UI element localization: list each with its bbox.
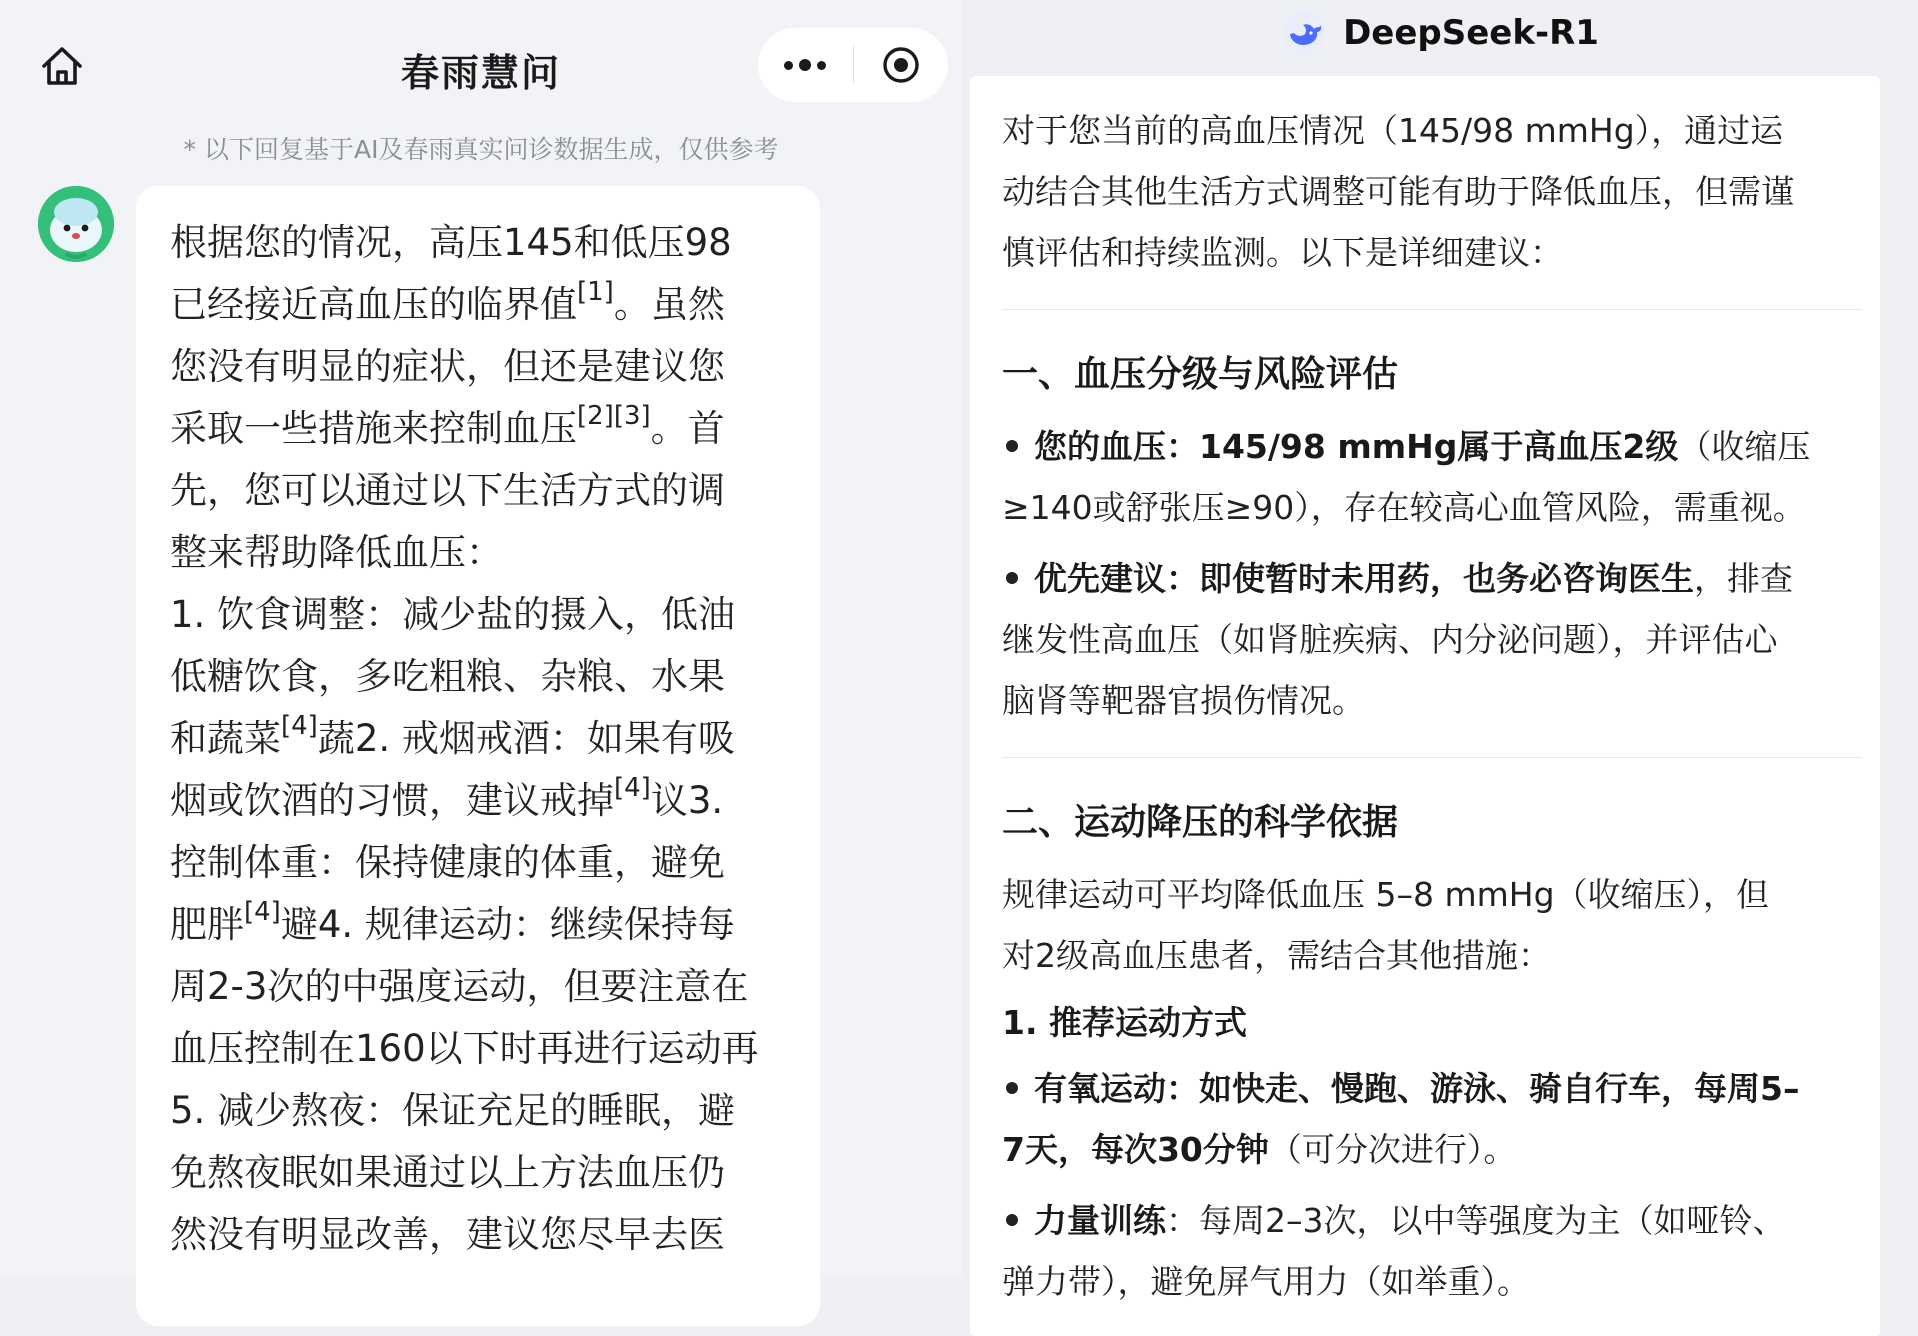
bullet-text: 继发性高血压（如肾脏疾病、内分泌问题），并评估心 (1002, 620, 1778, 659)
citation-ref[interactable]: [2][3] (577, 400, 651, 431)
bullet-dot-icon (1006, 440, 1018, 452)
message-line (170, 1204, 802, 1266)
bullet-text: ≥140或舒张压≥90），存在较高心血管风险，需重视。 (1002, 488, 1806, 527)
message-line (170, 708, 802, 770)
subheading: 1. 推荐运动方式 (1002, 1003, 1247, 1042)
answer-content (1002, 100, 1862, 1322)
ai-disclaimer: * 以下回复基于AI及春雨真实问诊数据生成，仅供参考 (183, 135, 779, 164)
bullet-text: 弹力带），避免屏气用力（如举重）。 (1002, 1262, 1530, 1301)
intro-paragraph (1002, 100, 1862, 283)
message-line (170, 522, 802, 584)
bullet-text: （可分次进行）。 (1268, 1130, 1517, 1169)
message-line (170, 832, 802, 894)
message-text-segment: 议3. (650, 779, 724, 822)
citation-ref[interactable]: [1] (577, 276, 614, 307)
message-text-segment: 周2-3次的中强度运动，但要注意在 (170, 965, 749, 1008)
message-text-segment: 免熬夜眠如果通过以上方法血压仍 (170, 1151, 725, 1194)
message-text-segment: 已经接近高血压的临界值 (170, 283, 577, 326)
bullet-text: （收缩压 (1678, 427, 1811, 466)
message-text-segment: 先，您可以通过以下生活方式的调 (170, 469, 725, 512)
message-text (170, 212, 802, 1266)
section-divider (1002, 757, 1862, 758)
bullet-bold-text: 优先建议：即使暂时未用药，也务必咨询医生 (1034, 559, 1694, 598)
page-title: 春雨慧问 (400, 51, 561, 95)
deepseek-panel (962, 0, 1918, 1301)
paragraph-line: 对2级高血压患者，需结合其他措施： (1002, 936, 1551, 975)
message-text-segment: 肥胖 (170, 903, 244, 946)
deepseek-header (962, 0, 1918, 66)
message-text-segment: 蔬2. 戒烟戒酒：如果有吸 (317, 717, 735, 760)
message-text-segment: 整来帮助降低血压： (170, 531, 503, 574)
message-text-segment: 烟或饮酒的习惯，建议戒掉 (170, 779, 614, 822)
message-text-segment: 血压控制在160以下时再进行运动再 (170, 1027, 759, 1070)
bullet-text: ，排查 (1694, 559, 1793, 598)
miniprogram-capsule (758, 28, 948, 102)
message-line (170, 336, 802, 398)
message-line (170, 1142, 802, 1204)
section-divider (1002, 309, 1862, 310)
bullet-bold-text: 7天，每次30分钟 (1002, 1130, 1269, 1169)
intro-line: 慎评估和持续监测。以下是详细建议： (1002, 233, 1563, 272)
bot-avatar[interactable] (38, 186, 114, 262)
citation-ref[interactable]: [4] (244, 896, 281, 927)
deepseek-whale-icon (1281, 10, 1327, 56)
message-line (170, 1080, 802, 1142)
bullet-bold-text: 力量训练 (1034, 1201, 1166, 1240)
message-text-segment: 控制体重：保持健康的体重，避免 (170, 841, 725, 884)
bullet-text: ：每周2–3次，以中等强度为主（如哑铃、 (1166, 1201, 1786, 1240)
message-line (170, 770, 802, 832)
bullet-item (1002, 416, 1862, 538)
target-close-icon (881, 45, 921, 85)
intro-line: 对于您当前的高血压情况（145/98 mmHg），通过运 (1002, 111, 1784, 150)
close-button[interactable] (854, 28, 949, 102)
citation-ref[interactable]: [4] (281, 710, 318, 741)
chat-header (0, 0, 962, 164)
message-text-segment: 低糖饮食，多吃粗粮、杂粮、水果 (170, 655, 725, 698)
message-line (170, 274, 802, 336)
bullet-item (1002, 1058, 1862, 1180)
section2-paragraph (1002, 864, 1862, 986)
message-text-segment: 。虽然 (613, 283, 725, 326)
message-text-segment: 然没有明显改善，建议您尽早去医 (170, 1213, 725, 1256)
message-line (170, 584, 802, 646)
message-line (170, 956, 802, 1018)
answer-card (970, 76, 1880, 1336)
bullet-dot-icon (1006, 572, 1018, 584)
message-bubble (136, 186, 820, 1326)
more-button[interactable] (758, 28, 853, 102)
message-text-segment: 。首 (650, 407, 725, 450)
message-line (170, 398, 802, 460)
message-text-segment: 采取一些措施来控制血压 (170, 407, 577, 450)
model-title: DeepSeek-R1 (1343, 13, 1599, 53)
bullet-bold-text: 您的血压：145/98 mmHg属于高血压2级 (1034, 427, 1679, 466)
bullet-item (1002, 1190, 1862, 1312)
bullet-text: 脑肾等靶器官损伤情况。 (1002, 681, 1365, 720)
mascot-avatar-icon (38, 186, 114, 262)
section2-heading: 二、运动降压的科学依据 (1002, 802, 1399, 843)
message-line (170, 646, 802, 708)
bullet-dot-icon (1006, 1214, 1018, 1226)
intro-line: 动结合其他生活方式调整可能有助于降低血压，但需谨 (1002, 172, 1794, 211)
message-text-segment: 5. 减少熬夜：保证充足的睡眠，避 (170, 1089, 736, 1132)
section1-heading: 一、血压分级与风险评估 (1002, 354, 1399, 395)
message-text-segment: 1. 饮食调整：减少盐的摄入，低油 (170, 593, 736, 636)
message-line (170, 212, 802, 274)
message-line (170, 1018, 802, 1080)
more-dots-icon (784, 59, 826, 71)
paragraph-line: 规律运动可平均降低血压 5–8 mmHg（收缩压），但 (1002, 875, 1770, 914)
bullet-item (1002, 548, 1862, 731)
citation-ref[interactable]: [4] (614, 772, 651, 803)
chunyu-chat-panel (0, 0, 962, 1278)
message-line (170, 460, 802, 522)
message-text-segment: 根据您的情况，高压145和低压98 (170, 221, 732, 264)
message-text-segment: 您没有明显的症状，但还是建议您 (170, 345, 725, 388)
message-line (170, 894, 802, 956)
message-text-segment: 避4. 规律运动：继续保持每 (280, 903, 735, 946)
bullet-bold-text: 有氧运动：如快走、慢跑、游泳、骑自行车，每周5– (1034, 1069, 1800, 1108)
bullet-dot-icon (1006, 1082, 1018, 1094)
message-text-segment: 和蔬菜 (170, 717, 281, 760)
